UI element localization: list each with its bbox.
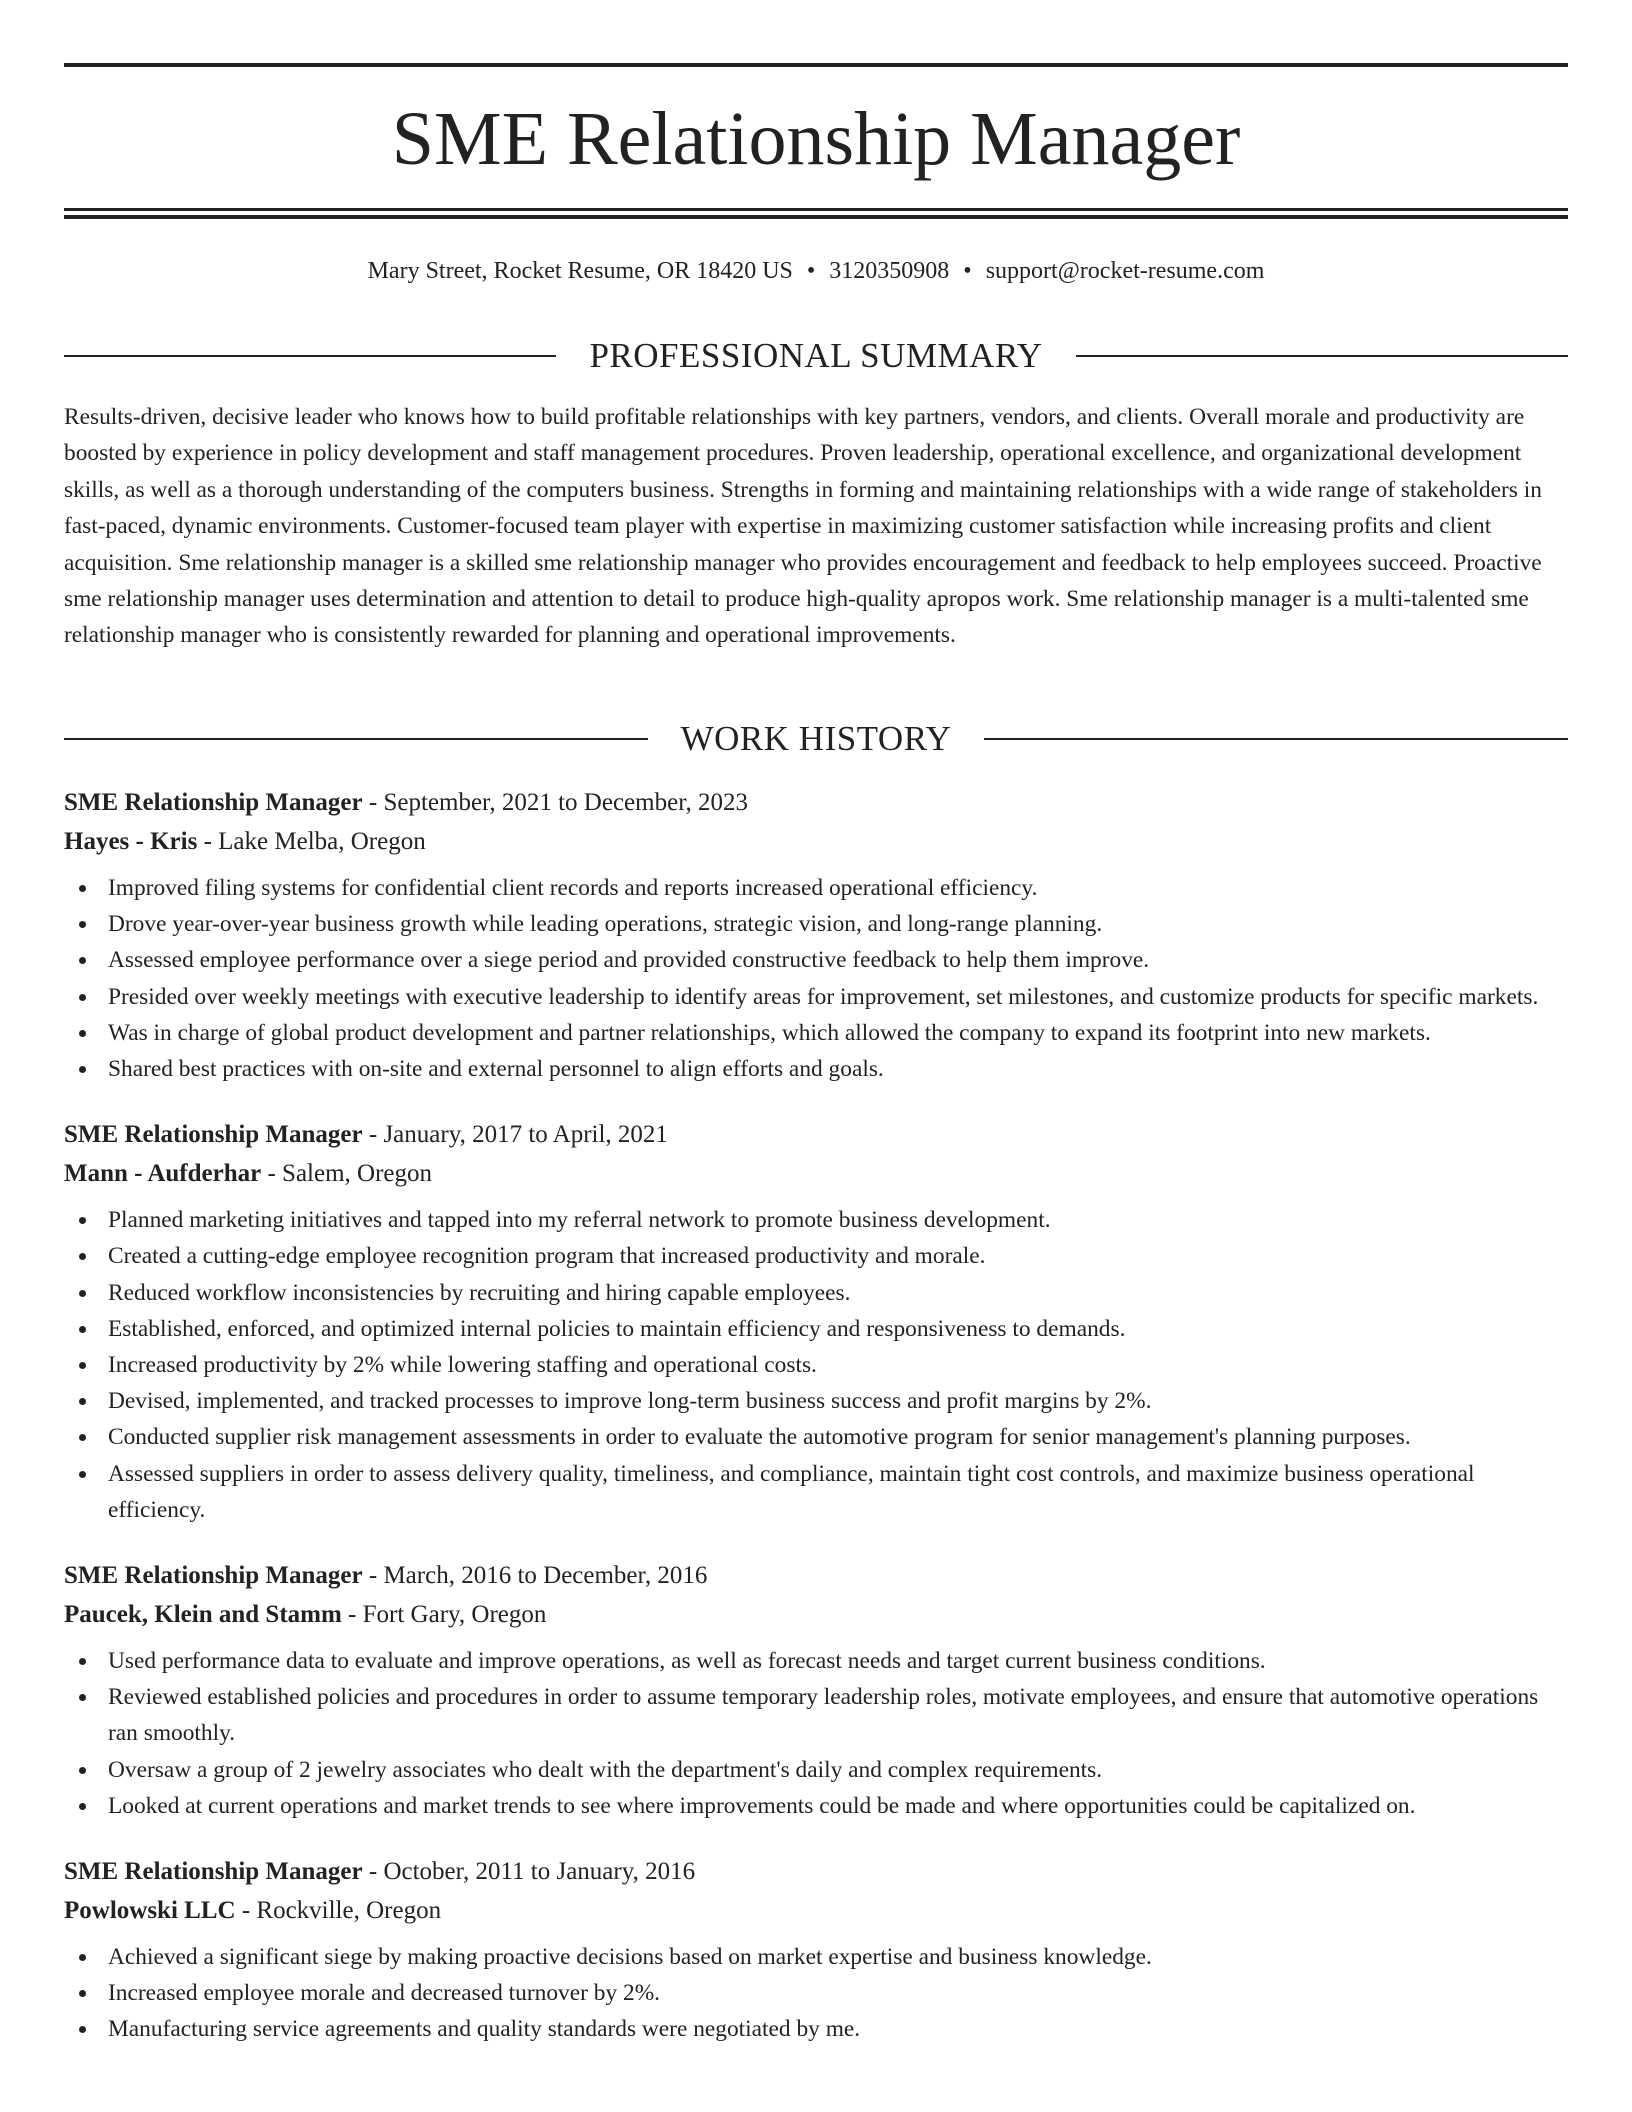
job-company: Hayes - Kris: [64, 828, 198, 855]
job-bullet: Looked at current operations and market trends to see where improvements could be made and where opportunities could be capitalized on.: [64, 1788, 1568, 1824]
heading-rule-right: [984, 738, 1568, 740]
summary-heading-label: PROFESSIONAL SUMMARY: [589, 336, 1043, 375]
title-rule-upper: [64, 208, 1568, 211]
job-entry: [64, 1556, 1568, 1824]
job-bullet: Increased productivity by 2% while lowering staffing and operational costs.: [64, 1347, 1568, 1383]
job-dates: - January, 2017 to April, 2021: [362, 1121, 668, 1149]
job-bullet: Presided over weekly meetings with executive leadership to identify areas for improvement, set milestones, and customize products for specific markets.: [64, 979, 1568, 1015]
job-bullet: Created a cutting-edge employee recognition program that increased productivity and morale.: [64, 1238, 1568, 1274]
summary-section-heading: [64, 334, 1568, 378]
job-bullet: Manufacturing service agreements and quality standards were negotiated by me.: [64, 2011, 1568, 2047]
job-company: Mann - Aufderhar: [64, 1160, 262, 1188]
job-title-line: [64, 1115, 1568, 1154]
job-location: - Fort Gary, Oregon: [341, 1601, 547, 1629]
contact-separator: •: [806, 258, 816, 284]
job-bullets: [64, 1202, 1568, 1528]
job-title-line: [64, 1556, 1568, 1595]
job-bullet: Oversaw a group of 2 jewelry associates who dealt with the department's daily and complex requirements.: [64, 1752, 1568, 1788]
job-location: - Salem, Oregon: [261, 1160, 433, 1188]
heading-rule-right: [1076, 355, 1568, 357]
job-title: SME Relationship Manager: [64, 1858, 363, 1886]
job-company-line: [64, 1154, 1568, 1193]
job-entry: [64, 1115, 1568, 1528]
job-company: Paucek, Klein and Stamm: [64, 1601, 342, 1629]
job-bullet: Drove year-over-year business growth while leading operations, strategic vision, and long-range planning.: [64, 906, 1568, 942]
summary-text: Results-driven, decisive leader who knows how to build profitable relationships with key partners, vendors, and clients. Overall morale and productivity are boosted by experience in policy development and staff management procedures. Proven leadership, operational excellence, and organizational development skills, as well as a thorough understanding of the computers business. Strengths in forming and maintaining relationships with a wide range of stakeholders in fast-paced, dynamic environments. Customer-focused team player with expertise in maximizing customer satisfaction while increasing profits and client acquisition. Sme relationship manager is a skilled sme relationship manager who provides encouragement and feedback to help employees succeed. Proactive sme relationship manager uses determination and attention to detail to produce high-quality apropos work. Sme relationship manager is a multi-talented sme relationship manager who is consistently rewarded for planning and operational improvements.: [64, 404, 1542, 649]
job-title-line: [64, 783, 1568, 822]
job-entry: [64, 783, 1568, 1087]
resume-title: SME Relationship Manager: [391, 97, 1241, 181]
heading-rule-left: [64, 355, 556, 357]
job-company-line: [64, 1891, 1568, 1930]
job-bullet: Improved filing systems for confidential client records and reports increased operational efficiency.: [64, 870, 1568, 906]
title-rule-lower: [64, 215, 1568, 219]
job-bullet: Planned marketing initiatives and tapped into my referral network to promote business development.: [64, 1202, 1568, 1238]
work-history-list: [64, 783, 1568, 2076]
job-entry: [64, 1852, 1568, 2048]
job-bullets: [64, 1643, 1568, 1824]
job-bullet: Devised, implemented, and tracked processes to improve long-term business success and profit margins by 2%.: [64, 1383, 1568, 1419]
job-bullet: Increased employee morale and decreased turnover by 2%.: [64, 1975, 1568, 2011]
heading-rule-left: [64, 738, 648, 740]
contact-separator: •: [963, 258, 972, 284]
job-bullets: [64, 1939, 1568, 2048]
job-bullet: Established, enforced, and optimized internal policies to maintain efficiency and responsiveness to demands.: [64, 1311, 1568, 1347]
job-bullets: [64, 870, 1568, 1087]
contact-line: [64, 253, 1568, 289]
job-bullet: Conducted supplier risk management assessments in order to evaluate the automotive program for senior management's planning purposes.: [64, 1419, 1568, 1455]
contact-address: Mary Street, Rocket Resume, OR 18420 US: [367, 258, 793, 284]
job-company-line: [64, 822, 1568, 861]
job-dates: - March, 2016 to December, 2016: [362, 1562, 708, 1590]
job-location: - Rockville, Oregon: [235, 1897, 442, 1925]
job-location: - Lake Melba, Oregon: [197, 828, 426, 855]
work-section-heading: [64, 717, 1568, 761]
job-title: SME Relationship Manager: [64, 1121, 363, 1149]
job-title: SME Relationship Manager: [64, 789, 363, 816]
top-rule: [64, 63, 1568, 67]
job-bullet: Shared best practices with on-site and external personnel to align efforts and goals.: [64, 1051, 1568, 1087]
job-bullet: Assessed suppliers in order to assess delivery quality, timeliness, and compliance, maintain tight cost controls, and maximize business operational efficiency.: [64, 1456, 1568, 1528]
job-bullet: Used performance data to evaluate and improve operations, as well as forecast needs and target current business conditions.: [64, 1643, 1568, 1679]
job-bullet: Reduced workflow inconsistencies by recruiting and hiring capable employees.: [64, 1275, 1568, 1311]
job-bullet: Assessed employee performance over a siege period and provided constructive feedback to help them improve.: [64, 942, 1568, 978]
job-dates: - September, 2021 to December, 2023: [362, 789, 749, 816]
contact-email: support@rocket-resume.com: [985, 258, 1265, 284]
job-company-line: [64, 1595, 1568, 1634]
job-title: SME Relationship Manager: [64, 1562, 363, 1590]
job-dates: - October, 2011 to January, 2016: [362, 1858, 696, 1886]
job-bullet: Was in charge of global product development and partner relationships, which allowed the company to expand its footprint into new markets.: [64, 1015, 1568, 1051]
job-bullet: Reviewed established policies and procedures in order to assume temporary leadership roles, motivate employees, and ensure that automotive operations ran smoothly.: [64, 1679, 1568, 1751]
contact-phone: 3120350908: [829, 258, 950, 284]
job-bullet: Achieved a significant siege by making proactive decisions based on market expertise and business knowledge.: [64, 1939, 1568, 1975]
job-company: Powlowski LLC: [64, 1897, 236, 1925]
work-heading-label: WORK HISTORY: [680, 719, 952, 758]
job-title-line: [64, 1852, 1568, 1891]
